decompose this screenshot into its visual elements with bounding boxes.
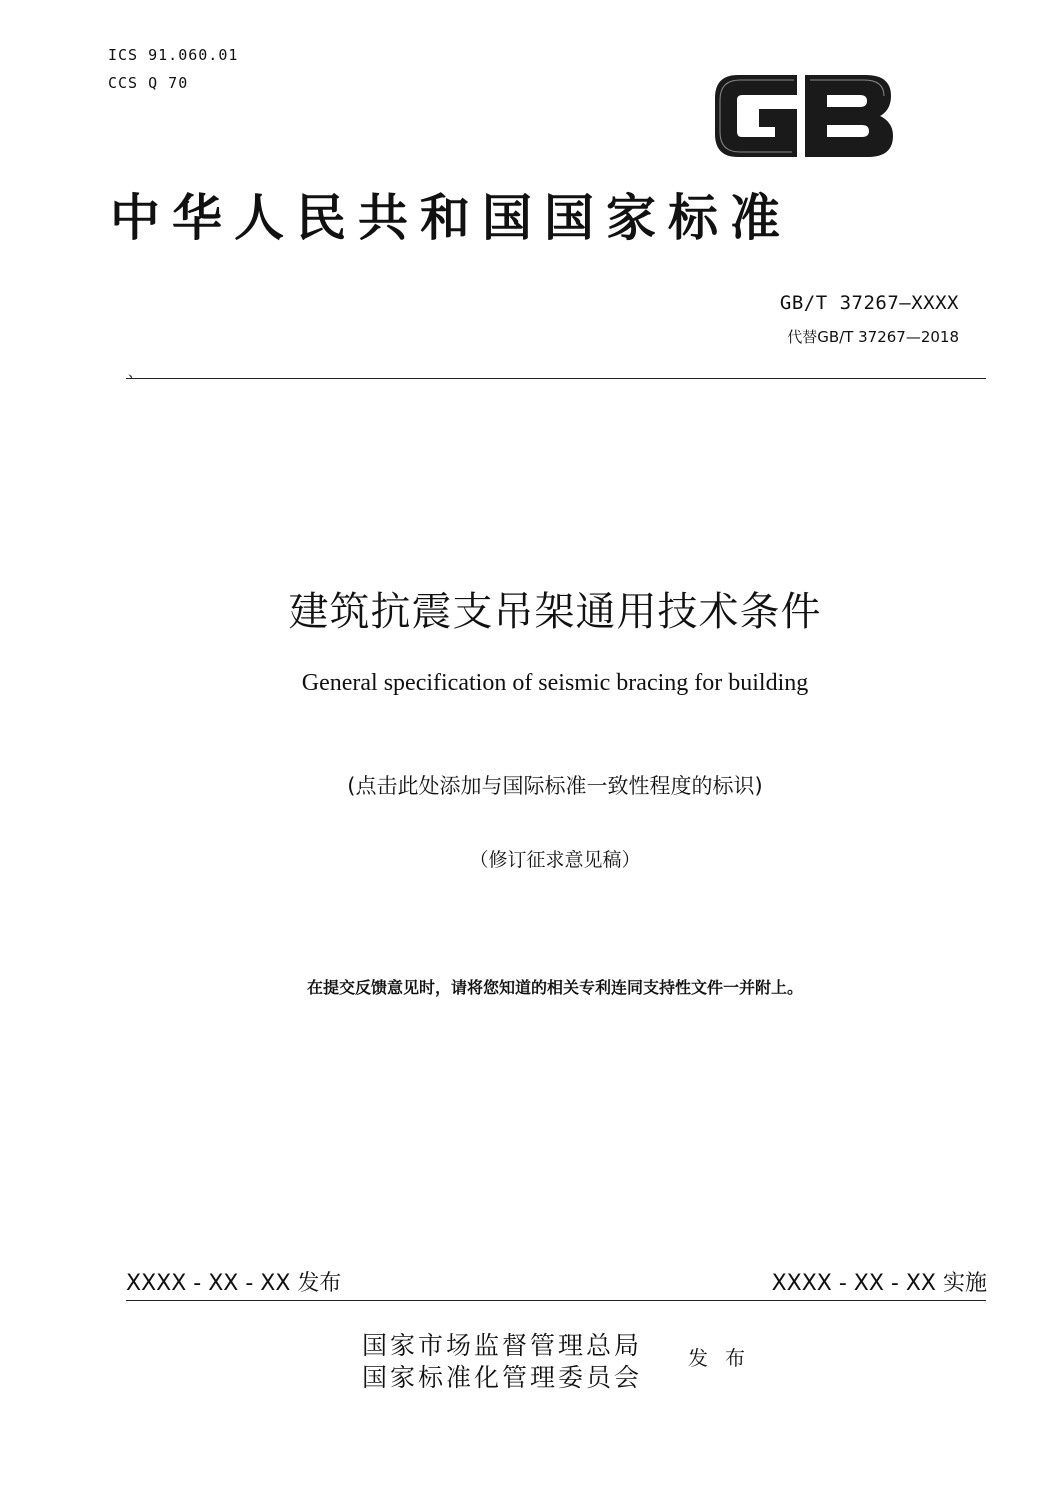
issue-date: XXXX - XX - XX 发布 (126, 1271, 342, 1296)
draft-status: （修订征求意见稿） (469, 850, 641, 871)
implementation-date: XXXX - XX - XX 实施 (771, 1271, 987, 1296)
tick-mark: 、 (128, 365, 142, 381)
consistency-note: (点击此处添加与国际标准一致性程度的标识) (347, 774, 763, 798)
issuer-samr: 国家市场监督管理总局 (362, 1333, 643, 1360)
document-title-en: General specification of seismic bracing for building (301, 670, 809, 696)
header-divider (126, 378, 986, 379)
gb-logo-icon (708, 66, 898, 166)
standard-number: GB/T 37267—XXXX (779, 292, 959, 314)
footer-divider (126, 1300, 986, 1301)
document-title-zh: 建筑抗震支吊架通用技术条件 (288, 589, 822, 635)
national-standard-title: 中华人民共和国国家标准 (110, 189, 792, 247)
ccs-code: CCS Q 70 (108, 74, 189, 92)
publish-label: 发 布 (688, 1348, 751, 1370)
issuers-block (358, 1326, 758, 1390)
ics-code: ICS 91.060.01 (108, 46, 239, 64)
replaces-standard: 代替GB/T 37267—2018 (787, 328, 959, 346)
issuer-sac: 国家标准化管理委员会 (362, 1365, 643, 1392)
patent-notice: 在提交反馈意见时，请将您知道的相关专利连同支持性文件一并附上。 (306, 978, 803, 997)
